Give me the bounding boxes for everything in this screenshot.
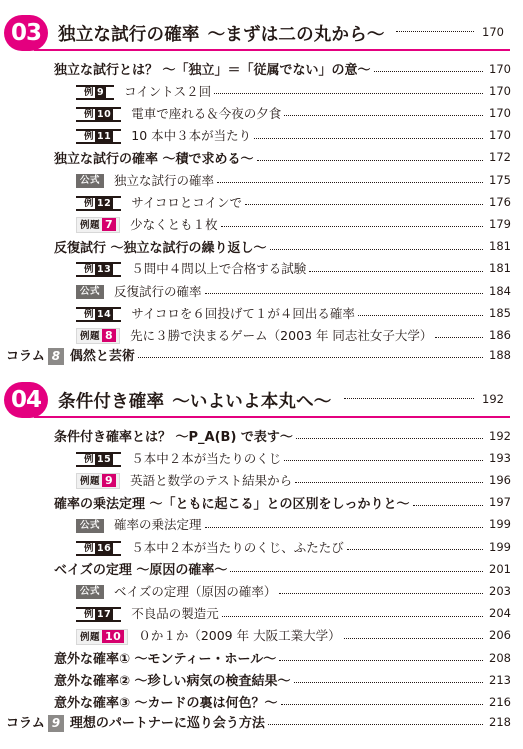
leader-dots [230,571,483,572]
tag-number: 8 [102,329,116,342]
tag-label: 例題 [80,331,101,343]
page-number: 197 [489,495,511,510]
leader-dots [358,315,483,316]
entry-title: 独立な試行の確率 [114,172,215,188]
page-number: 216 [489,694,511,709]
leader-dots [217,182,483,183]
toc-entry[interactable] [76,302,511,323]
toc-entry[interactable] [54,425,511,446]
column-title: 偶然と芸術 [69,348,135,364]
toc-entry[interactable] [76,80,511,101]
tag-label: 例 [84,609,95,621]
entry-title: ０か１か（2009 年 大阪工業大学） [138,628,341,644]
page-number: 185 [489,305,511,320]
entry-text-wrap [54,148,254,167]
entry-title: 先に３勝で決まるゲーム（2003 年 同志社女子大学） [130,327,433,343]
section-title: 独立な試行とは？ ～「独立」＝「従属でない」の意～ [54,63,371,78]
chapter-number-badge: 03 [4,15,48,51]
chapter-title-main: 条件付き確率 [58,392,165,412]
exercise-tag [76,629,128,645]
leader-dots [279,593,483,594]
leader-dots [396,31,474,32]
entry-text-wrap [54,426,293,445]
chapter-title [58,21,385,46]
page-number: 196 [489,472,511,487]
section-title: 意外な確率② ～珍しい病気の検査結果～ [54,674,291,690]
page-number: 199 [489,517,511,532]
toc-entry[interactable] [76,447,511,468]
entry-title: 電車で座れる＆今夜の夕食 [131,105,282,121]
leader-dots [221,226,483,227]
leader-dots [344,638,483,639]
formula-tag [76,174,104,188]
column-label: コラム [6,348,45,364]
page-number: 186 [489,327,511,342]
tag-label: 例題 [80,631,101,643]
tag-label: 例 [84,108,95,120]
leader-dots [309,271,483,272]
toc-entry[interactable] [76,191,511,212]
entry-text-wrap [54,493,410,512]
tag-label: 公式 [80,175,101,186]
entry-text-wrap [76,304,355,322]
chapter-04-entries [54,425,511,715]
entry-title: 10 本中３本が当たり [131,128,252,144]
tag-number: 14 [97,308,112,320]
entry-text-wrap [54,648,276,667]
leader-dots [279,660,483,661]
page-number: 201 [489,561,511,576]
entry-text-wrap [76,82,211,100]
page-number: 181 [489,261,511,276]
column-label: コラム [6,715,45,731]
page-number: 181 [489,239,511,254]
column-8[interactable] [6,344,511,365]
entry-title: サイコロとコインで [131,194,243,210]
leader-dots [268,724,483,725]
entry-text-wrap [76,171,214,189]
toc-entry[interactable] [76,258,511,279]
page-number: 184 [489,283,511,298]
toc-entry[interactable] [54,492,511,513]
column-9[interactable] [6,711,511,732]
toc-entry[interactable] [76,280,511,301]
leader-dots [245,204,483,205]
section-title: 意外な確率① ～モンティー・ホール～ [54,652,277,667]
entry-text-wrap [76,193,242,211]
leader-dots [435,337,483,338]
formula-tag [76,519,104,533]
entry-text-wrap [76,538,344,556]
tag-label: 例題 [80,476,101,488]
section-title: 確率の乗法定理 ～「ともに起こる」との区別をしっかりと～ [54,496,410,512]
section-title: ベイズの定理 ～原因の確率～ [54,563,228,579]
leader-dots [374,71,483,72]
entry-title: 少なくとも１枚 [130,216,218,232]
tag-label: 例 [84,131,95,143]
leader-dots [347,549,483,550]
leader-dots [270,249,483,250]
example-tag [76,262,121,277]
chapter-03-entries [54,58,511,348]
tag-number: 11 [97,131,112,143]
chapter-page: 170 [482,25,504,39]
page-number: 193 [489,450,511,465]
leader-dots [296,438,483,439]
chapter-header-04 [4,382,510,418]
entry-text-wrap [76,626,341,645]
tag-number: 7 [102,218,116,231]
page-number: 206 [489,628,511,643]
tag-label: 例 [84,86,95,98]
tag-number: 13 [97,264,112,276]
page-number: 213 [489,672,511,687]
toc-entry[interactable] [54,558,511,579]
tag-number: 12 [97,197,112,209]
entry-text-wrap [76,515,202,533]
entry-title: 反復試行の確率 [114,283,202,299]
entry-text-wrap [76,449,281,467]
exercise-tag [76,328,120,344]
formula-tag [76,585,104,599]
leader-dots [413,505,483,506]
entry-text-wrap [54,559,227,578]
entry-title: ベイズの定理（原因の確率） [114,583,277,599]
entry-text-wrap [76,471,292,490]
chapter-title-main: 独立な試行の確率 [58,25,200,45]
page-number: 176 [489,194,511,209]
tag-number: 17 [97,609,112,621]
entry-text-wrap [76,282,202,300]
tag-label: 例 [84,308,95,320]
tag-number: 10 [102,630,124,643]
entry-text-wrap [76,104,281,122]
entry-text-wrap [76,582,276,600]
formula-tag [76,285,104,299]
tag-label: 例 [84,264,95,276]
toc-entry[interactable] [76,169,511,190]
toc-entry[interactable] [76,324,511,345]
tag-label: 例 [84,197,95,209]
example-tag [76,541,121,556]
chapter-page: 192 [482,392,504,406]
tag-label: 公式 [80,519,101,531]
leader-dots [281,704,483,705]
entry-text-wrap [54,692,278,711]
page-number: 188 [489,347,511,362]
leader-dots [214,93,483,94]
entry-text-wrap [54,237,267,256]
column-number: 9 [48,715,64,732]
entry-text-wrap [76,604,219,622]
leader-dots [284,460,483,461]
section-title: 反復試行 ～独立な試行の繰り返し～ [54,240,267,256]
example-tag [76,607,121,622]
chapter-subtitle: ～いよいよ本丸へ～ [172,392,332,412]
exercise-tag [76,217,120,233]
tag-number: 16 [97,542,112,554]
chapter-subtitle: ～まずは二の丸から～ [207,25,385,45]
chapter-title [58,388,332,413]
tag-number: 9 [97,86,105,98]
chapter-header-03 [4,15,510,51]
entry-title: サイコロを６回投げて１が４回出る確率 [131,305,355,321]
entry-title: ５本中２本が当たりのくじ [131,450,282,466]
tag-label: 公式 [80,586,101,598]
entry-title: 不良品の製造元 [131,606,219,622]
tag-number: 15 [97,453,112,465]
leader-dots [284,115,483,116]
example-tag [76,452,121,467]
chapter-number-badge: 04 [4,382,48,418]
column-number: 8 [48,348,64,365]
toc-entry[interactable] [76,603,511,624]
leader-dots [254,138,483,139]
tag-label: 公式 [80,286,101,297]
toc-entry[interactable] [76,102,511,123]
example-tag [76,307,121,322]
leader-dots [295,482,483,483]
entry-text-wrap [54,59,371,78]
entry-text-wrap [54,670,291,689]
example-tag [76,129,121,144]
entry-text-wrap [76,326,432,345]
leader-dots [138,357,483,358]
toc-entry[interactable] [54,669,511,690]
tag-label: 例 [84,453,95,465]
page-number: 170 [489,105,511,120]
page-number: 204 [489,606,511,621]
page-number: 199 [489,539,511,554]
chapter-rule [34,49,510,51]
page-number: 170 [489,128,511,143]
page-number: 218 [489,714,511,729]
column-title: 理想のパートナーに巡り会う方法 [69,715,265,731]
toc-entry[interactable] [54,691,511,712]
toc-entry[interactable] [76,625,511,646]
entry-text-wrap [76,259,306,277]
page-number: 170 [489,61,511,76]
toc-entry[interactable] [54,647,511,668]
toc-entry[interactable] [54,236,511,257]
tag-number: 10 [97,108,112,120]
example-tag [76,85,114,100]
entry-title: 英語と数学のテスト結果から [130,472,293,488]
page-number: 170 [489,83,511,98]
entry-title: ５本中２本が当たりのくじ、ふたたび [131,539,344,555]
leader-dots [344,398,474,399]
leader-dots [257,160,483,161]
toc-entry[interactable] [54,147,511,168]
toc-entry[interactable] [76,469,511,490]
section-title: 独立な試行の確率 ～積で求める～ [54,151,254,167]
tag-label: 例 [84,542,95,554]
section-title: 意外な確率③ ～カードの裏は何色？～ [54,696,278,712]
page-number: 172 [489,150,511,165]
page-number: 175 [489,172,511,187]
section-title: 条件付き確率とは？ ～P_A(B) で表す～ [54,430,293,445]
page-number: 179 [489,216,511,231]
leader-dots [205,293,483,294]
toc-entry[interactable] [76,514,511,535]
toc-entry[interactable] [76,536,511,557]
example-tag [76,107,121,122]
page-number: 192 [489,428,511,443]
toc-entry[interactable] [76,580,511,601]
example-tag [76,196,121,211]
entry-text-wrap [76,126,251,144]
chapter-rule [34,416,510,418]
toc-entry[interactable] [76,213,511,234]
entry-title: ５問中４問以上で合格する試験 [131,261,307,277]
toc-entry[interactable] [76,125,511,146]
toc-entry[interactable] [54,58,511,79]
page-number: 208 [489,650,511,665]
leader-dots [294,682,483,683]
leader-dots [222,616,483,617]
entry-title: コイントス２回 [124,83,212,99]
leader-dots [205,527,483,528]
entry-title: 確率の乗法定理 [114,517,202,533]
page-number: 203 [489,583,511,598]
tag-number: 9 [102,474,116,487]
exercise-tag [76,473,120,489]
tag-label: 例題 [80,220,101,232]
entry-text-wrap [76,215,218,234]
